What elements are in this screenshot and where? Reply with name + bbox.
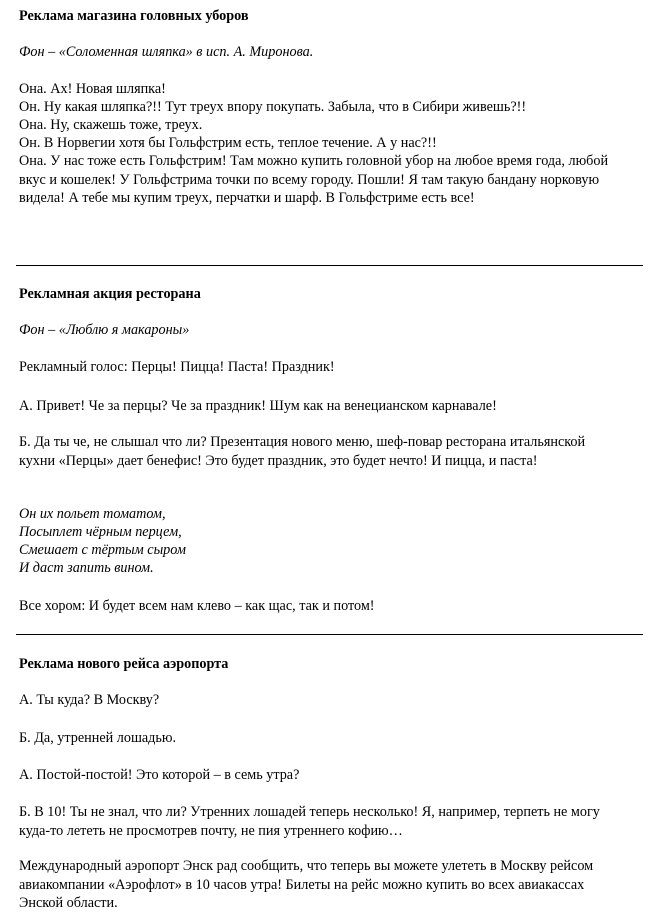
dialogue-line: Она. У нас тоже есть Гольфстрим! Там можно купить головной убор на любое время года, любой вкус и кошелек! У Гольфстрима точки по всему городу. Пошли! Я там такую бандану норковую видела! А тебе мы купим треух, перчатки и шарф. В Гольфстриме есть все! <box>19 153 609 206</box>
dialogue-line: Он. В Норвегии хотя бы Гольфстрим есть, теплое течение. А у нас?!! <box>19 135 437 151</box>
dialogue-line: А. Постой-постой! Это которой – в семь утра? <box>19 767 300 783</box>
dialogue-line: Она. Ну, скажешь тоже, треух. <box>19 117 203 133</box>
section-title-airport: Реклама нового рейса аэропорта <box>19 656 229 672</box>
section-title-restaurant: Рекламная акция ресторана <box>19 286 201 302</box>
verse-line: Смешает с тёртым сыром <box>19 542 186 558</box>
ad-voice-line: Рекламный голос: Перцы! Пицца! Паста! Праздник! <box>19 359 335 375</box>
section-divider <box>16 634 643 635</box>
dialogue-line: Б. Да ты че, не слышал что ли? Презентация нового меню, шеф-повар ресторана итальянской кухни «Перцы» дает бенефис! Это будет праздник, это будет нечто! И пицца, и паста! <box>19 434 586 469</box>
dialogue-line: Б. В 10! Ты не знал, что ли? Утренних лошадей теперь несколько! Я, например, терпеть не могу куда-то лететь не просмотрев почту, не пия утреннего кофию… <box>19 804 600 839</box>
dialogue-line: А. Ты куда? В Москву? <box>19 692 160 708</box>
dialogue-line: Она. Ах! Новая шляпка! <box>19 81 166 97</box>
chorus-line: Все хором: И будет всем нам клево – как щас, так и потом! <box>19 598 375 614</box>
dialogue-line: А. Привет! Че за перцы? Че за праздник! Шум как на венецианском карнавале! <box>19 398 497 414</box>
dialogue-line: Он. Ну какая шляпка?!! Тут треух впору покупать. Забыла, что в Сибири живешь?!! <box>19 99 527 115</box>
announcement-text: Международный аэропорт Энск рад сообщить, что теперь вы можете улететь в Москву рейсом авиакомпании «Аэрофлот» в 10 часов утра! Билеты на рейс можно купить во всех авиакассах Энской области. <box>19 858 594 911</box>
verse-line: И даст запить вином. <box>19 560 154 576</box>
section-divider <box>16 265 643 266</box>
section-title-hats: Реклама магазина головных уборов <box>19 8 249 24</box>
verse-line: Посыплет чёрным перцем, <box>19 524 182 540</box>
dialogue-line: Б. Да, утренней лошадью. <box>19 730 177 746</box>
section-background-hats: Фон – «Соломенная шляпка» в исп. А. Миронова. <box>19 44 314 60</box>
verse-line: Он их польет томатом, <box>19 506 166 522</box>
section-background-restaurant: Фон – «Люблю я макароны» <box>19 322 190 338</box>
